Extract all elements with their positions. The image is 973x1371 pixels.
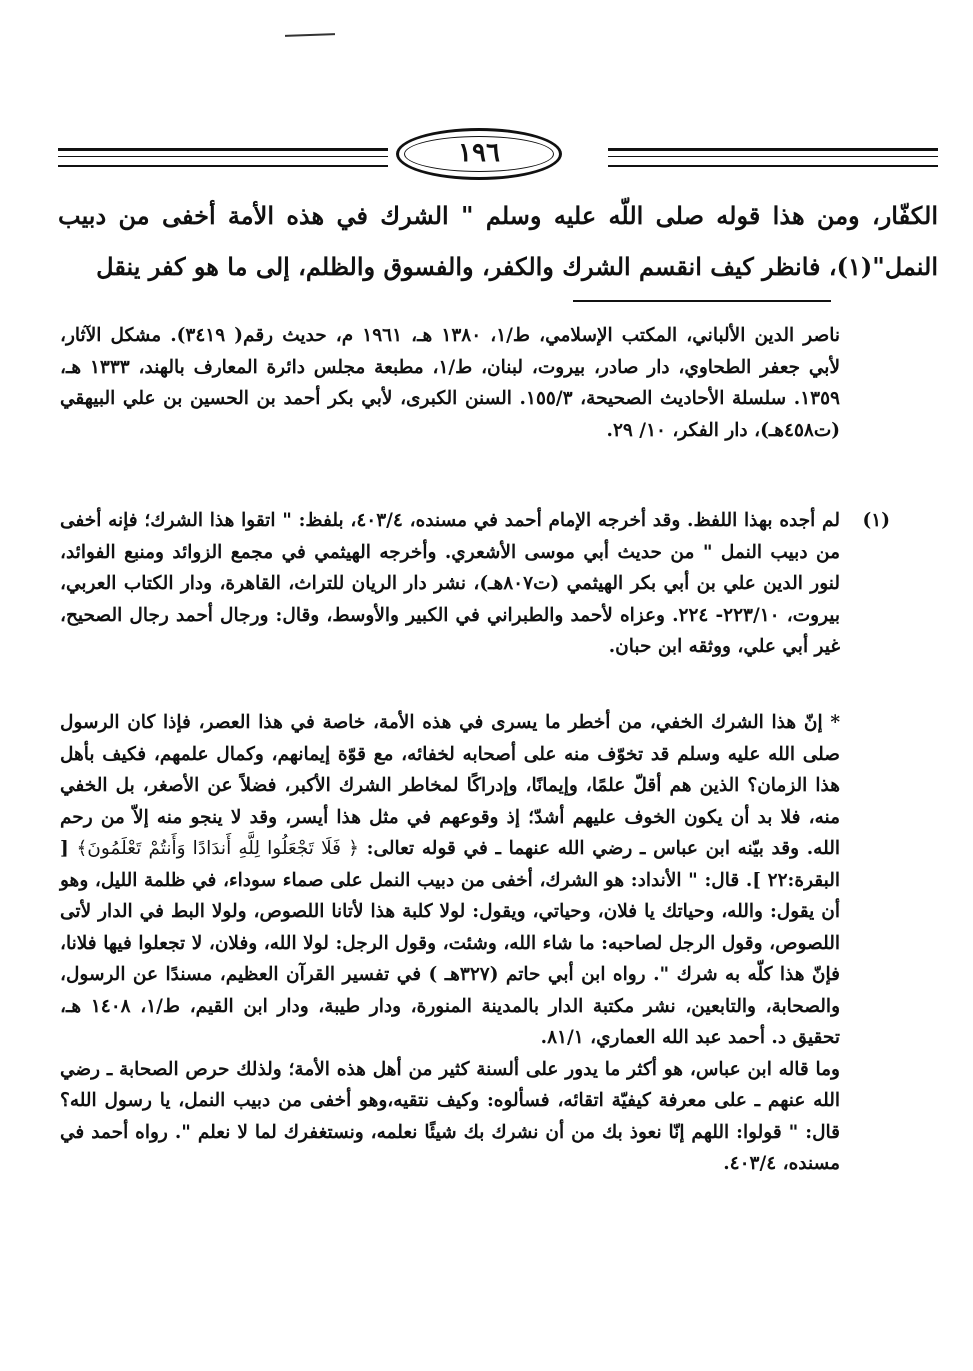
commentary (60, 707, 840, 1180)
continued-footnote (60, 320, 840, 446)
footnote-marker: (١) (862, 510, 890, 531)
footnote-separator (573, 300, 831, 302)
commentary-paragraph-2: وما قاله ابن عباس، هو أكثر ما يدور على ألسنة كثير من أهل هذه الأمة؛ ولذلك حرص الصحابة ـ رضي الله عنهم ـ على معرفة كيفيّة اتقائه، فسألوه: وكيف نتقيه،وهو أخفى من دبيب النمل، يا رسول الله؟ قال: " قولوا: اللهم إنّا نعوذ بك من أن نشرك بك شيئًا نعلمه، ونستغفرك لما لا نعلم ". رواه أحمد في مسنده، ٤٠٣/٤. (60, 1058, 840, 1174)
quran-verse: ﴿ فَلَا تَجْعَلُوا لِلَّهِ أَندَادًا وَأَنتُمْ تَعْلَمُونَ﴾ (76, 838, 359, 859)
main-paragraph: الكفّار، ومن هذا قوله صلى اللّه عليه وسلم " الشرك في هذه الأمة أخفى من دبيب النمل"(١)، فانظر كيف انقسم الشرك والكفر، والفسوق والظلم، إلى ما هو كفر ينقل (58, 201, 938, 281)
footnote-text: لم أجده بهذا اللفظ. وقد أخرجه الإمام أحمد في مسنده، ٤٠٣/٤، بلفظ: " اتقوا هذا الشرك؛ فإنه أخفى من دبيب النمل " من حديث أبي موسى الأشعري. وأخرجه الهيثمي في مجمع الزوائد ومنبع الفوائد، لنور الدين علي بن أبي بكر الهيثمي (ت٨٠٧هـ)، نشر دار الريان للتراث، القاهرة، ودار الكتاب العربي، بيروت، ٢٢٣/١٠- ٢٢٤. وعزاه لأحمد والطبراني في الكبير والأوسط، وقال: ورجال أحمد رجال الصحيح، غير أبي علي، ووثقه ابن حبان. (60, 510, 841, 657)
commentary-text: * إنّ هذا الشرك الخفي، من أخطر ما يسرى في هذه الأمة، خاصة في هذا العصر، فإذا كان الرسول صلى الله عليه وسلم قد تخوّف منه على أصحابه لخفائه، مع قوّة إيمانهم، وكمال علمهم، فكيف بأهل هذا الزمان؟ الذين هم أقلّ علمًا، وإيمانًا، وإدراكًا لمخاطر الشرك الأكبر، فضلاً عن الأصغر، بل الخفي منه، فلا بد أن يكون الخوف عليهم أشدّ؛ إذ وقوعهم في مثل هذا أيسر، وقد لا ينجو منه إلاّ من رحم الله. وقد بيّنه ابن عباس ـ رضي الله عنهما ـ في قوله تعالى: (60, 712, 840, 859)
page-header (58, 120, 938, 180)
footnote-1 (60, 505, 890, 663)
commentary-text-cont: [ البقرة:٢٢ ]. قال: " الأنداد: هو الشرك، أخفى من دبيب النمل على صماء سوداء، في ظلمة الليل، وهو أن يقول: والله، وحياتك يا فلان، وحياتي، ويقول: لولا كلبة هذا لأتانا اللصوص، ولولا البط في الدار لأتى اللصوص، وقول الرجل لصاحبه: ما شاء الله، وشئت، وقول الرجل: لولا الله، وفلان، لا تجعلوا فيها فلانا، فإنّ هذا كلّه به شرك ". رواه ابن أبي حاتم (٣٢٧هـ ) في تفسير القرآن العظيم، مسندًا عن الرسول، والصحابة، والتابعين، نشر مكتبة الدار بالمدينة المنورة، ودار طيبة، ودار ابن القيم، ط/١، ١٤٠٨ هـ، تحقيق د. أحمد عبد الله العماري، ٨١/١. (60, 838, 840, 1048)
commentary-paragraph-1 (60, 707, 840, 1054)
main-text (58, 190, 938, 292)
page-number: ١٩٦ (396, 128, 562, 180)
header-rule-left (58, 148, 388, 167)
scan-mark (285, 33, 335, 37)
header-rule-right (608, 148, 938, 167)
continued-footnote-text: ناصر الدين الألباني، المكتب الإسلامي، ط/١، ١٣٨٠ هـ، ١٩٦١ م، حديث رقم( ٣٤١٩). مشكل الآثار، لأبي جعفر الطحاوي، دار صادر، بيروت، لبنان، ط/١، مطبعة مجلس دائرة المعارف بالهند، ١٣٣٣ هـ، ١٣٥٩. سلسلة الأحاديث الصحيحة، ١٥٥/٣. السنن الكبرى، لأبي بكر أحمد بن الحسين بن علي البيهقي (ت٤٥٨هـ)، دار الفكر، ١٠/ ٢٩. (60, 325, 840, 441)
